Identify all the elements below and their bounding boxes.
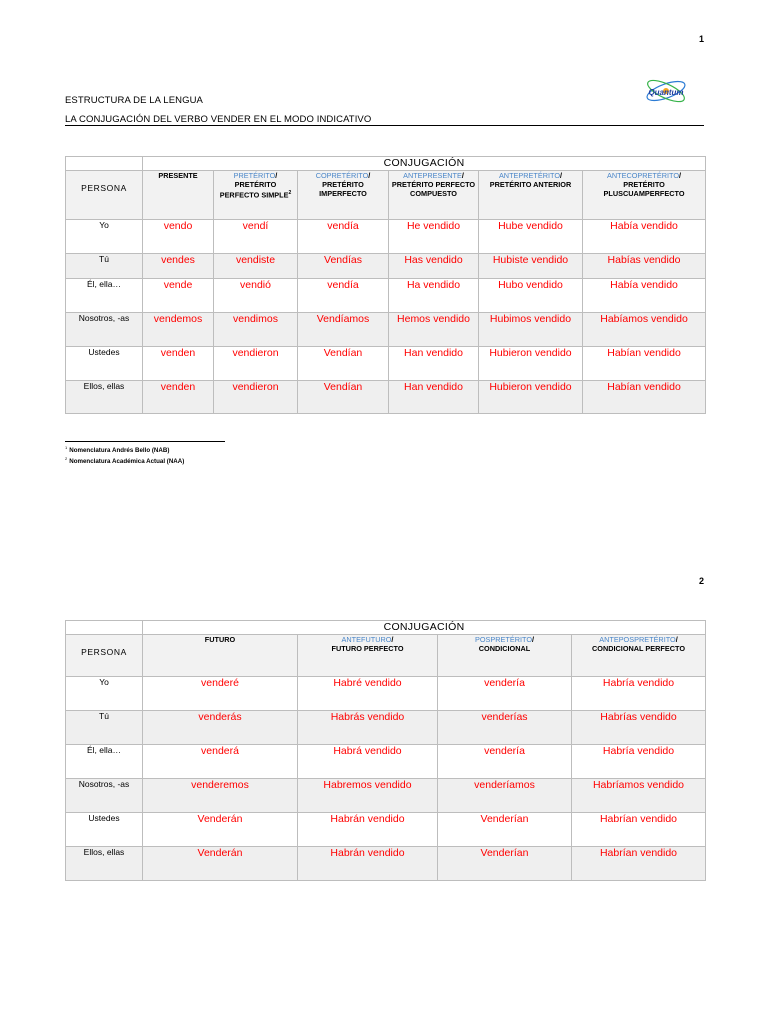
form-cell: Habría vendido bbox=[572, 745, 706, 779]
quantum-logo bbox=[640, 74, 692, 108]
column-label: FUTURO PERFECTO bbox=[331, 644, 404, 653]
form-cell: vendería bbox=[438, 677, 572, 711]
column-label: PRESENTE bbox=[158, 171, 198, 180]
column-header-preterito: PRETÉRITO/ PRETÉRITO PERFECTO SIMPLE$^2$ bbox=[214, 171, 298, 220]
form-cell: vendemos bbox=[143, 313, 214, 347]
form-cell: Habrías vendido bbox=[572, 711, 706, 745]
form-cell: venderíamos bbox=[438, 779, 572, 813]
column-header-futuro bbox=[143, 635, 298, 677]
document-title: LA CONJUGACIÓN DEL VERBO VENDER EN EL MODO INDICATIVO bbox=[65, 114, 372, 125]
footnote-text: Nomenclatura Andrés Bello (NAB) bbox=[69, 447, 170, 455]
form-cell: Habíamos vendido bbox=[583, 313, 706, 347]
form-cell: He vendido bbox=[389, 220, 479, 254]
form-cell: Venderían bbox=[438, 813, 572, 847]
persona-cell: Ellos, ellas bbox=[66, 847, 143, 881]
footnote-1 bbox=[65, 445, 169, 454]
form-cell: vendieron bbox=[214, 381, 298, 414]
conjugation-table-2 bbox=[65, 620, 706, 881]
form-cell: Vendían bbox=[298, 381, 389, 414]
column-label: PRETÉRITO IMPERFECTO bbox=[319, 180, 367, 198]
persona-cell: Ustedes bbox=[66, 347, 143, 381]
form-cell: Habrás vendido bbox=[298, 711, 438, 745]
column-label: PRETÉRITO PLUSCUAMPERFECTO bbox=[603, 180, 685, 198]
form-cell: Hubieron vendido bbox=[479, 381, 583, 414]
column-header-copreterito: COPRETÉRITO/ PRETÉRITO IMPERFECTO bbox=[298, 171, 389, 220]
form-cell: Han vendido bbox=[389, 381, 479, 414]
form-cell: vendía bbox=[298, 279, 389, 313]
form-cell: venderá bbox=[143, 745, 298, 779]
footnote-ref: 2 bbox=[288, 190, 292, 196]
form-cell: Han vendido bbox=[389, 347, 479, 381]
column-header-antepreterito: ANTEPRETÉRITO/ PRETÉRITO ANTERIOR bbox=[479, 171, 583, 220]
form-cell: venderemos bbox=[143, 779, 298, 813]
footnote-mark: 2 bbox=[65, 456, 68, 461]
document-subject: ESTRUCTURA DE LA LENGUA bbox=[65, 95, 203, 106]
table-row bbox=[66, 279, 706, 313]
column-blue-term: PRETÉRITO bbox=[233, 171, 276, 180]
table-row bbox=[66, 677, 706, 711]
form-cell: Habían vendido bbox=[583, 347, 706, 381]
form-cell: Hubo vendido bbox=[479, 279, 583, 313]
column-header-antepresente: ANTEPRESENTE/ PRETÉRITO PERFECTO COMPUESTO bbox=[389, 171, 479, 220]
form-cell: Había vendido bbox=[583, 279, 706, 313]
persona-header: PERSONA bbox=[66, 635, 143, 677]
persona-cell: Yo bbox=[66, 220, 143, 254]
persona-cell: Ellos, ellas bbox=[66, 381, 143, 414]
form-cell: Venderían bbox=[438, 847, 572, 881]
form-cell: vendiste bbox=[214, 254, 298, 279]
form-cell: Hube vendido bbox=[479, 220, 583, 254]
column-header-presente bbox=[143, 171, 214, 220]
form-cell: Hubieron vendido bbox=[479, 347, 583, 381]
form-cell: venderé bbox=[143, 677, 298, 711]
form-cell: vendo bbox=[143, 220, 214, 254]
page-number: 1 bbox=[698, 34, 704, 44]
table-row bbox=[66, 313, 706, 347]
persona-cell: Nosotros, -as bbox=[66, 779, 143, 813]
form-cell: venderás bbox=[143, 711, 298, 745]
persona-cell: Él, ella… bbox=[66, 279, 143, 313]
form-cell: Habremos vendido bbox=[298, 779, 438, 813]
header-rule bbox=[65, 125, 704, 126]
column-label: CONDICIONAL bbox=[478, 644, 531, 653]
column-label: PRETÉRITO PERFECTO COMPUESTO bbox=[391, 180, 476, 198]
column-label: CONDICIONAL PERFECTO bbox=[592, 644, 685, 653]
footnote-2 bbox=[65, 456, 184, 465]
persona-cell: Nosotros, -as bbox=[66, 313, 143, 347]
table-row bbox=[66, 254, 706, 279]
table-corner bbox=[66, 157, 143, 171]
column-header-pospreterito: POSPRETÉRITO/ CONDICIONAL bbox=[438, 635, 572, 677]
form-cell: Había vendido bbox=[583, 220, 706, 254]
form-cell: Vendíamos bbox=[298, 313, 389, 347]
form-cell: venden bbox=[143, 347, 214, 381]
form-cell: Hubiste vendido bbox=[479, 254, 583, 279]
form-cell: Venderán bbox=[143, 847, 298, 881]
form-cell: vendí bbox=[214, 220, 298, 254]
footnote-text: Nomenclatura Académica Actual (NAA) bbox=[69, 458, 185, 466]
form-cell: venderías bbox=[438, 711, 572, 745]
column-header-antecopreterito: ANTECOPRETÉRITO/ PRETÉRITO PLUSCUAMPERFECTO bbox=[583, 171, 706, 220]
form-cell: Habrían vendido bbox=[572, 847, 706, 881]
table-title: CONJUGACIÓN bbox=[143, 621, 706, 635]
table-row bbox=[66, 779, 706, 813]
form-cell: Has vendido bbox=[389, 254, 479, 279]
form-cell: Habré vendido bbox=[298, 677, 438, 711]
column-header-antepospreterito: ANTEPOSPRETÉRITO/ CONDICIONAL PERFECTO bbox=[572, 635, 706, 677]
column-label: PRETÉRITO PERFECTO SIMPLE bbox=[219, 180, 289, 200]
table-title: CONJUGACIÓN bbox=[143, 157, 706, 171]
table-row bbox=[66, 847, 706, 881]
form-cell: Hemos vendido bbox=[389, 313, 479, 347]
form-cell: Hubimos vendido bbox=[479, 313, 583, 347]
form-cell: vendieron bbox=[214, 347, 298, 381]
persona-cell: Él, ella… bbox=[66, 745, 143, 779]
form-cell: Venderán bbox=[143, 813, 298, 847]
table-row bbox=[66, 220, 706, 254]
column-blue-term: ANTEPRETÉRITO bbox=[498, 171, 561, 180]
column-blue-term: ANTEFUTURO bbox=[341, 635, 392, 644]
form-cell: Habrá vendido bbox=[298, 745, 438, 779]
column-label: PRETÉRITO ANTERIOR bbox=[489, 180, 572, 189]
column-blue-term: COPRETÉRITO bbox=[315, 171, 369, 180]
persona-cell: Ustedes bbox=[66, 813, 143, 847]
form-cell: Habríamos vendido bbox=[572, 779, 706, 813]
form-cell: vendía bbox=[298, 220, 389, 254]
form-cell: vendes bbox=[143, 254, 214, 279]
table-row bbox=[66, 711, 706, 745]
table-row bbox=[66, 813, 706, 847]
column-blue-term: ANTEPRESENTE bbox=[403, 171, 462, 180]
form-cell: vendió bbox=[214, 279, 298, 313]
table-corner bbox=[66, 621, 143, 635]
conjugation-table-1 bbox=[65, 156, 706, 414]
page-number: 2 bbox=[698, 576, 704, 586]
table-row bbox=[66, 347, 706, 381]
table-row bbox=[66, 745, 706, 779]
column-blue-term: POSPRETÉRITO bbox=[474, 635, 532, 644]
form-cell: Habías vendido bbox=[583, 254, 706, 279]
column-blue-term: ANTECOPRETÉRITO bbox=[606, 171, 680, 180]
form-cell: venden bbox=[143, 381, 214, 414]
footnote-mark: 1 bbox=[65, 445, 68, 450]
form-cell: vendería bbox=[438, 745, 572, 779]
logo-text: Quantum bbox=[648, 88, 684, 97]
form-cell: Habrán vendido bbox=[298, 847, 438, 881]
column-label: FUTURO bbox=[204, 635, 236, 644]
form-cell: Ha vendido bbox=[389, 279, 479, 313]
footnote-rule bbox=[65, 441, 225, 442]
form-cell: Habrán vendido bbox=[298, 813, 438, 847]
persona-cell: Yo bbox=[66, 677, 143, 711]
form-cell: vende bbox=[143, 279, 214, 313]
form-cell: Habría vendido bbox=[572, 677, 706, 711]
form-cell: Vendían bbox=[298, 347, 389, 381]
column-header-antefuturo: ANTEFUTURO/ FUTURO PERFECTO bbox=[298, 635, 438, 677]
form-cell: vendimos bbox=[214, 313, 298, 347]
persona-header: PERSONA bbox=[66, 171, 143, 220]
form-cell: Habían vendido bbox=[583, 381, 706, 414]
form-cell: Vendías bbox=[298, 254, 389, 279]
persona-cell: Tú bbox=[66, 711, 143, 745]
table-row bbox=[66, 381, 706, 414]
persona-cell: Tú bbox=[66, 254, 143, 279]
form-cell: Habrían vendido bbox=[572, 813, 706, 847]
column-blue-term: ANTEPOSPRETÉRITO bbox=[599, 635, 676, 644]
